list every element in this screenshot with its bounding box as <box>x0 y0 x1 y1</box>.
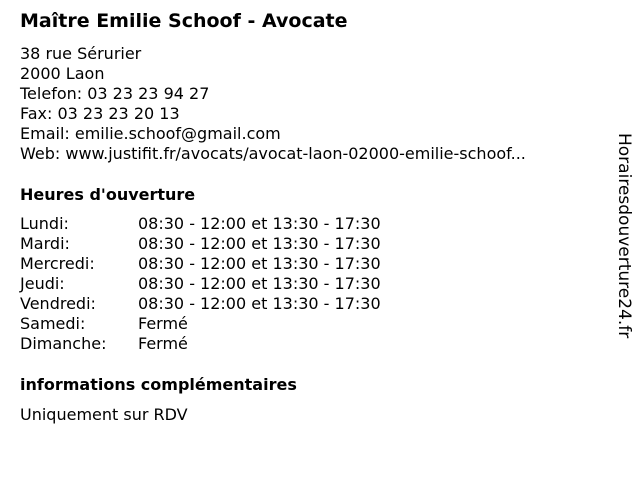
day-label: Lundi: <box>20 214 69 233</box>
hours-row <box>20 274 440 294</box>
hours-row <box>20 294 440 314</box>
info-heading: informations complémentaires <box>20 375 297 394</box>
day-label: Jeudi: <box>20 274 65 293</box>
info-text: Uniquement sur RDV <box>20 405 188 424</box>
hours-heading: Heures d'ouverture <box>20 185 196 204</box>
hours-row <box>20 214 440 234</box>
hours-value: Fermé <box>138 314 188 333</box>
hours-row <box>20 334 440 354</box>
email-text: Email: emilie.schoof@gmail.com <box>20 124 281 143</box>
street-text: 38 rue Sérurier <box>20 44 142 63</box>
hours-value: 08:30 - 12:00 et 13:30 - 17:30 <box>138 294 381 313</box>
hours-value: 08:30 - 12:00 et 13:30 - 17:30 <box>138 254 381 273</box>
phone-text: Telefon: 03 23 23 94 27 <box>20 84 210 103</box>
hours-value: 08:30 - 12:00 et 13:30 - 17:30 <box>138 214 381 233</box>
day-label: Mercredi: <box>20 254 95 273</box>
city-text: 2000 Laon <box>20 64 105 83</box>
day-label: Dimanche: <box>20 334 107 353</box>
day-label: Mardi: <box>20 234 70 253</box>
web-text: Web: www.justifit.fr/avocats/avocat-laon-02000-emilie-schoof... <box>20 144 526 163</box>
hours-row <box>20 234 440 254</box>
address-block <box>20 44 526 164</box>
day-label: Vendredi: <box>20 294 96 313</box>
fax-text: Fax: 03 23 23 20 13 <box>20 104 180 123</box>
hours-value: Fermé <box>138 334 188 353</box>
hours-table <box>20 214 440 354</box>
day-label: Samedi: <box>20 314 86 333</box>
side-watermark: Horairesdouverture24.fr <box>614 133 634 339</box>
hours-row <box>20 254 440 274</box>
page-title: Maître Emilie Schoof - Avocate <box>20 10 348 32</box>
hours-value: 08:30 - 12:00 et 13:30 - 17:30 <box>138 274 381 293</box>
hours-row <box>20 314 440 334</box>
hours-value: 08:30 - 12:00 et 13:30 - 17:30 <box>138 234 381 253</box>
